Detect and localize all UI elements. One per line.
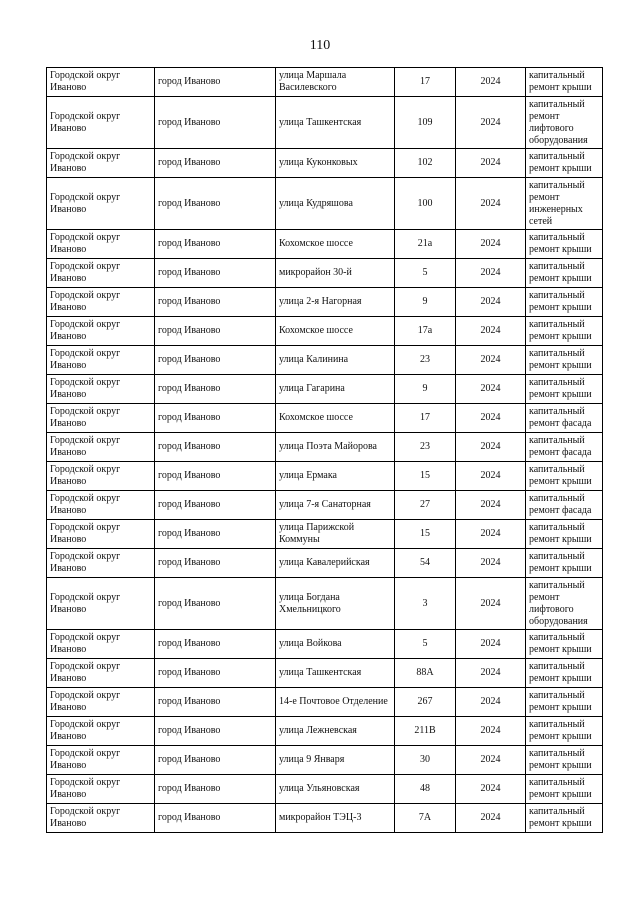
year-cell: 2024 (456, 433, 526, 462)
table-row (47, 346, 603, 375)
house-number-cell: 9 (395, 375, 456, 404)
district-cell: Городской округ Иваново (47, 775, 155, 804)
house-number-cell: 21а (395, 230, 456, 259)
year-cell: 2024 (456, 375, 526, 404)
city-cell: город Иваново (155, 630, 276, 659)
work-type-cell: капитальный ремонт инженерных сетей (526, 178, 603, 230)
house-number-cell: 5 (395, 259, 456, 288)
year-cell: 2024 (456, 404, 526, 433)
work-type-cell: капитальный ремонт крыши (526, 462, 603, 491)
district-cell: Городской округ Иваново (47, 520, 155, 549)
work-type-cell: капитальный ремонт крыши (526, 717, 603, 746)
city-cell: город Иваново (155, 317, 276, 346)
district-cell: Городской округ Иваново (47, 746, 155, 775)
house-number-cell: 100 (395, 178, 456, 230)
table-row (47, 520, 603, 549)
district-cell: Городской округ Иваново (47, 68, 155, 97)
city-cell: город Иваново (155, 775, 276, 804)
city-cell: город Иваново (155, 578, 276, 630)
house-number-cell: 17 (395, 68, 456, 97)
table-row (47, 404, 603, 433)
year-cell: 2024 (456, 630, 526, 659)
house-number-cell: 88А (395, 659, 456, 688)
city-cell: город Иваново (155, 149, 276, 178)
street-cell: улица Поэта Майорова (276, 433, 395, 462)
city-cell: город Иваново (155, 520, 276, 549)
year-cell: 2024 (456, 578, 526, 630)
street-cell: Кохомское шоссе (276, 404, 395, 433)
year-cell: 2024 (456, 149, 526, 178)
city-cell: город Иваново (155, 230, 276, 259)
city-cell: город Иваново (155, 688, 276, 717)
street-cell: улица Войкова (276, 630, 395, 659)
district-cell: Городской округ Иваново (47, 149, 155, 178)
table-row (47, 97, 603, 149)
table-row (47, 549, 603, 578)
year-cell: 2024 (456, 259, 526, 288)
work-type-cell: капитальный ремонт крыши (526, 68, 603, 97)
house-number-cell: 5 (395, 630, 456, 659)
table-row (47, 68, 603, 97)
street-cell: улица Ташкентская (276, 97, 395, 149)
work-type-cell: капитальный ремонт лифтового оборудования (526, 578, 603, 630)
district-cell: Городской округ Иваново (47, 433, 155, 462)
house-number-cell: 48 (395, 775, 456, 804)
district-cell: Городской округ Иваново (47, 375, 155, 404)
street-cell: микрорайон 30-й (276, 259, 395, 288)
year-cell: 2024 (456, 804, 526, 833)
table-row (47, 491, 603, 520)
street-cell: улица Кавалерийская (276, 549, 395, 578)
street-cell: 14-е Почтовое Отделение (276, 688, 395, 717)
house-number-cell: 15 (395, 462, 456, 491)
table-row (47, 688, 603, 717)
city-cell: город Иваново (155, 746, 276, 775)
street-cell: улица Лежневская (276, 717, 395, 746)
table-row (47, 578, 603, 630)
table-row (47, 375, 603, 404)
street-cell: улица Ульяновская (276, 775, 395, 804)
street-cell: Кохомское шоссе (276, 317, 395, 346)
street-cell: улица Богдана Хмельницкого (276, 578, 395, 630)
house-number-cell: 109 (395, 97, 456, 149)
table-row (47, 433, 603, 462)
year-cell: 2024 (456, 520, 526, 549)
work-type-cell: капитальный ремонт крыши (526, 549, 603, 578)
city-cell: город Иваново (155, 404, 276, 433)
house-number-cell: 3 (395, 578, 456, 630)
work-type-cell: капитальный ремонт крыши (526, 317, 603, 346)
street-cell: микрорайон ТЭЦ-3 (276, 804, 395, 833)
district-cell: Городской округ Иваново (47, 404, 155, 433)
city-cell: город Иваново (155, 659, 276, 688)
house-number-cell: 23 (395, 346, 456, 375)
city-cell: город Иваново (155, 717, 276, 746)
city-cell: город Иваново (155, 259, 276, 288)
table-row (47, 746, 603, 775)
street-cell: улица 9 Января (276, 746, 395, 775)
house-number-cell: 267 (395, 688, 456, 717)
district-cell: Городской округ Иваново (47, 230, 155, 259)
city-cell: город Иваново (155, 462, 276, 491)
street-cell: улица Парижской Коммуны (276, 520, 395, 549)
district-cell: Городской округ Иваново (47, 688, 155, 717)
page-number: 110 (309, 38, 331, 53)
year-cell: 2024 (456, 549, 526, 578)
work-type-cell: капитальный ремонт крыши (526, 375, 603, 404)
year-cell: 2024 (456, 68, 526, 97)
district-cell: Городской округ Иваново (47, 178, 155, 230)
work-type-cell: капитальный ремонт крыши (526, 520, 603, 549)
district-cell: Городской округ Иваново (47, 346, 155, 375)
work-type-cell: капитальный ремонт крыши (526, 149, 603, 178)
house-number-cell: 54 (395, 549, 456, 578)
year-cell: 2024 (456, 178, 526, 230)
work-type-cell: капитальный ремонт крыши (526, 346, 603, 375)
house-number-cell: 9 (395, 288, 456, 317)
district-cell: Городской округ Иваново (47, 491, 155, 520)
district-cell: Городской округ Иваново (47, 804, 155, 833)
street-cell: улица 7-я Санаторная (276, 491, 395, 520)
house-number-cell: 15 (395, 520, 456, 549)
house-number-cell: 102 (395, 149, 456, 178)
table-row (47, 717, 603, 746)
work-type-cell: капитальный ремонт крыши (526, 630, 603, 659)
house-number-cell: 17а (395, 317, 456, 346)
street-cell: улица 2-я Нагорная (276, 288, 395, 317)
city-cell: город Иваново (155, 433, 276, 462)
district-cell: Городской округ Иваново (47, 717, 155, 746)
table-row (47, 178, 603, 230)
city-cell: город Иваново (155, 68, 276, 97)
work-type-cell: капитальный ремонт крыши (526, 259, 603, 288)
street-cell: улица Кудряшова (276, 178, 395, 230)
table-row (47, 775, 603, 804)
house-number-cell: 27 (395, 491, 456, 520)
city-cell: город Иваново (155, 97, 276, 149)
work-type-cell: капитальный ремонт крыши (526, 659, 603, 688)
table-row (47, 659, 603, 688)
work-type-cell: капитальный ремонт крыши (526, 775, 603, 804)
work-type-cell: капитальный ремонт крыши (526, 804, 603, 833)
year-cell: 2024 (456, 288, 526, 317)
table-row (47, 259, 603, 288)
street-cell: улица Гагарина (276, 375, 395, 404)
district-cell: Городской округ Иваново (47, 462, 155, 491)
district-cell: Городской округ Иваново (47, 317, 155, 346)
table-row (47, 230, 603, 259)
work-type-cell: капитальный ремонт крыши (526, 230, 603, 259)
year-cell: 2024 (456, 717, 526, 746)
house-number-cell: 17 (395, 404, 456, 433)
house-number-cell: 211В (395, 717, 456, 746)
work-type-cell: капитальный ремонт крыши (526, 746, 603, 775)
district-cell: Городской округ Иваново (47, 659, 155, 688)
year-cell: 2024 (456, 775, 526, 804)
street-cell: улица Калинина (276, 346, 395, 375)
street-cell: улица Ермака (276, 462, 395, 491)
repair-schedule-table (46, 67, 603, 833)
work-type-cell: капитальный ремонт фасада (526, 404, 603, 433)
work-type-cell: капитальный ремонт лифтового оборудования (526, 97, 603, 149)
work-type-cell: капитальный ремонт фасада (526, 433, 603, 462)
year-cell: 2024 (456, 317, 526, 346)
street-cell: улица Маршала Василевского (276, 68, 395, 97)
street-cell: улица Куконковых (276, 149, 395, 178)
table-body (47, 68, 603, 833)
year-cell: 2024 (456, 462, 526, 491)
table-row (47, 317, 603, 346)
year-cell: 2024 (456, 659, 526, 688)
table-row (47, 462, 603, 491)
district-cell: Городской округ Иваново (47, 630, 155, 659)
city-cell: город Иваново (155, 491, 276, 520)
work-type-cell: капитальный ремонт крыши (526, 688, 603, 717)
table-row (47, 630, 603, 659)
street-cell: Кохомское шоссе (276, 230, 395, 259)
city-cell: город Иваново (155, 346, 276, 375)
year-cell: 2024 (456, 491, 526, 520)
district-cell: Городской округ Иваново (47, 97, 155, 149)
table-row (47, 288, 603, 317)
work-type-cell: капитальный ремонт крыши (526, 288, 603, 317)
district-cell: Городской округ Иваново (47, 549, 155, 578)
house-number-cell: 7А (395, 804, 456, 833)
year-cell: 2024 (456, 97, 526, 149)
district-cell: Городской округ Иваново (47, 578, 155, 630)
year-cell: 2024 (456, 688, 526, 717)
house-number-cell: 30 (395, 746, 456, 775)
year-cell: 2024 (456, 746, 526, 775)
work-type-cell: капитальный ремонт фасада (526, 491, 603, 520)
table-row (47, 149, 603, 178)
house-number-cell: 23 (395, 433, 456, 462)
district-cell: Городской округ Иваново (47, 288, 155, 317)
year-cell: 2024 (456, 230, 526, 259)
city-cell: город Иваново (155, 288, 276, 317)
city-cell: город Иваново (155, 178, 276, 230)
table-row (47, 804, 603, 833)
year-cell: 2024 (456, 346, 526, 375)
street-cell: улица Ташкентская (276, 659, 395, 688)
district-cell: Городской округ Иваново (47, 259, 155, 288)
city-cell: город Иваново (155, 375, 276, 404)
city-cell: город Иваново (155, 549, 276, 578)
city-cell: город Иваново (155, 804, 276, 833)
